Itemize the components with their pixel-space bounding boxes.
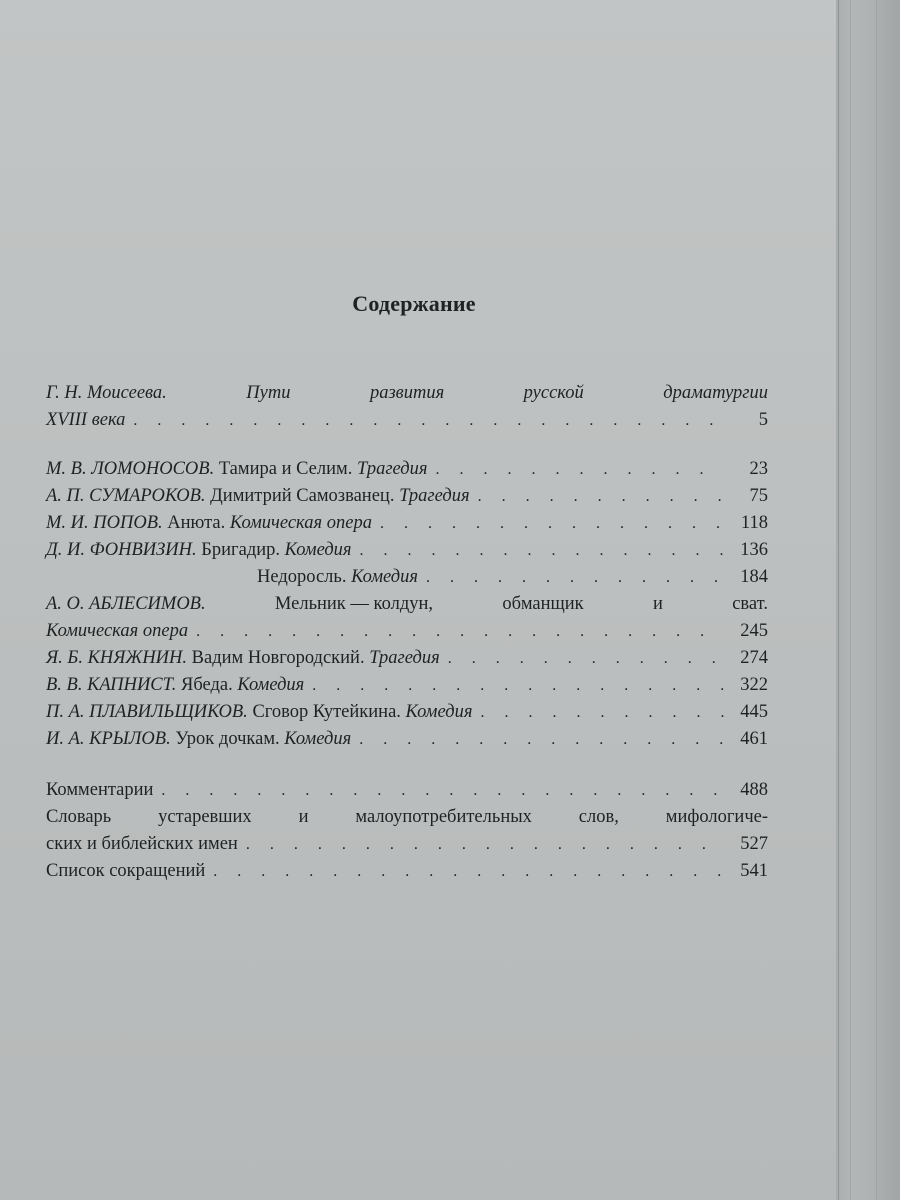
- toc-work: Тамира и Селим.: [218, 459, 353, 479]
- toc-genre: Комическая опера: [229, 513, 372, 533]
- dot-leader: [436, 456, 725, 483]
- toc-entry-dictionary-line2: [46, 831, 768, 858]
- toc-entry-abbreviations: [46, 858, 768, 885]
- dot-leader: [426, 564, 724, 591]
- toc-text: драматургии: [663, 383, 768, 403]
- toc-text: устаревших: [158, 807, 252, 827]
- dot-leader: [360, 537, 724, 564]
- toc-text: слов,: [578, 807, 619, 827]
- toc-text: Список сокращений: [46, 861, 206, 881]
- toc-entry: [46, 456, 768, 483]
- toc-text: Пути: [246, 383, 291, 403]
- toc-work: Сговор Кутейкина.: [252, 702, 401, 722]
- toc-work: Ябеда.: [181, 675, 233, 695]
- dot-leader: [480, 699, 724, 726]
- toc-author: П. А. ПЛАВИЛЬЩИКОВ.: [46, 702, 248, 722]
- toc-entry-ablesimov-line2: [46, 618, 768, 645]
- dot-leader: [196, 618, 724, 645]
- toc-author: А. П. СУМАРОКОВ.: [46, 486, 206, 506]
- toc-entry-intro-line2: [46, 407, 768, 434]
- table-of-contents: [46, 380, 768, 885]
- toc-entry: [46, 672, 768, 699]
- toc-work: обманщик: [502, 594, 584, 614]
- page-number: 541: [740, 861, 768, 881]
- toc-genre: Комедия: [284, 540, 352, 560]
- toc-work: Недоросль.: [257, 567, 347, 587]
- toc-entry: [46, 645, 768, 672]
- toc-text: русской: [523, 383, 584, 403]
- toc-work: Димитрий Самозванец.: [210, 486, 395, 506]
- toc-entry-dictionary-line1: [46, 804, 768, 831]
- toc-work: сват.: [732, 594, 768, 614]
- toc-entry-intro-line1: [46, 380, 768, 407]
- page-number: 461: [740, 729, 768, 749]
- page-number: 75: [749, 486, 768, 506]
- dot-leader: [213, 858, 724, 885]
- page-number: 136: [740, 540, 768, 560]
- toc-author: Д. И. ФОНВИЗИН.: [46, 540, 197, 560]
- toc-work: Бригадир.: [201, 540, 281, 560]
- toc-text: Комментарии: [46, 780, 154, 800]
- page-number: 184: [740, 567, 768, 587]
- toc-entry: [46, 726, 768, 753]
- dot-leader: [359, 726, 724, 753]
- toc-genre: Комическая опера: [46, 621, 189, 641]
- toc-author: И. А. КРЫЛОВ.: [46, 729, 171, 749]
- toc-text: Г. Н. Моисеева.: [46, 383, 167, 403]
- toc-genre: Трагедия: [369, 648, 440, 668]
- toc-work: и: [652, 594, 663, 614]
- toc-author: Я. Б. КНЯЖНИН.: [46, 648, 188, 668]
- toc-genre: Комедия: [284, 729, 352, 749]
- toc-text: Словарь: [46, 807, 112, 827]
- page-number: 527: [740, 834, 768, 854]
- toc-text: XVIII века: [46, 410, 126, 430]
- toc-entry-commentary: [46, 777, 768, 804]
- toc-author: В. В. КАПНИСТ.: [46, 675, 177, 695]
- page-title: Содержание: [352, 291, 476, 316]
- toc-genre: Комедия: [351, 567, 418, 587]
- toc-work: Урок дочкам.: [175, 729, 280, 749]
- dot-leader: [133, 407, 724, 434]
- toc-entry: [46, 483, 768, 510]
- page-number: 118: [740, 513, 768, 533]
- page-number: 274: [740, 648, 768, 668]
- dot-leader: [161, 777, 724, 804]
- page-number: 23: [749, 459, 768, 479]
- toc-entry: [46, 564, 768, 591]
- toc-work: Анюта.: [167, 513, 226, 533]
- toc-author: А. О. АБЛЕСИМОВ.: [46, 594, 206, 614]
- toc-entry: [46, 510, 768, 537]
- page-number: 245: [740, 621, 768, 641]
- toc-text: ских и библейских имен: [46, 834, 238, 854]
- toc-author: М. И. ПОПОВ.: [46, 513, 163, 533]
- page-number: 488: [740, 780, 768, 800]
- toc-text: мифологиче-: [665, 807, 768, 827]
- page-number: 445: [740, 702, 768, 722]
- toc-genre: Комедия: [405, 702, 473, 722]
- toc-text: и: [298, 807, 309, 827]
- toc-genre: Трагедия: [356, 459, 428, 479]
- toc-genre: Комедия: [237, 675, 305, 695]
- page-edge: [836, 0, 900, 1200]
- dot-leader: [448, 645, 724, 672]
- dot-leader: [380, 510, 724, 537]
- page-number: 322: [740, 675, 768, 695]
- toc-entry-ablesimov-line1: [46, 591, 768, 618]
- toc-work: Мельник — колдун,: [274, 594, 434, 614]
- dot-leader: [312, 672, 724, 699]
- toc-entry: [46, 699, 768, 726]
- toc-work: Вадим Новгородский.: [191, 648, 365, 668]
- dot-leader: [246, 831, 724, 858]
- toc-author: М. В. ЛОМОНОСОВ.: [46, 459, 215, 479]
- toc-entry: [46, 537, 768, 564]
- toc-text: развития: [369, 383, 445, 403]
- toc-text: малоупотребительных: [355, 807, 532, 827]
- page-number: 5: [758, 410, 768, 430]
- toc-genre: Трагедия: [399, 486, 470, 506]
- dot-leader: [478, 483, 724, 510]
